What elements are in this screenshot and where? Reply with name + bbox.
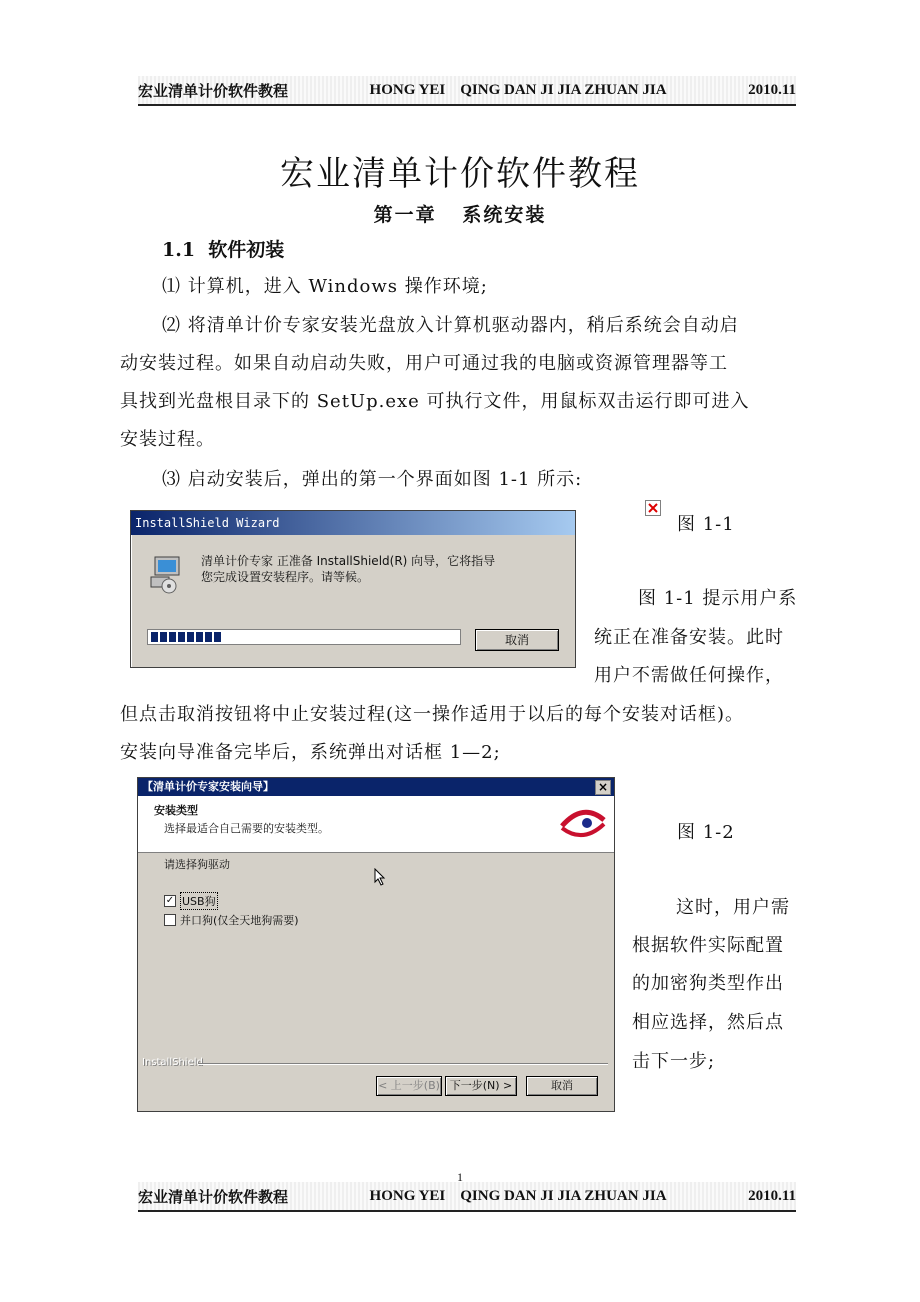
footer-middle: HONG YEI QING DAN JI JIA ZHUAN JIA xyxy=(369,1187,667,1204)
paragraph-4-line-2: 安装向导准备完毕后，系统弹出对话框 1—2; xyxy=(120,742,501,763)
figure-2-caption: 图 1-2 xyxy=(677,822,735,843)
parallel-option[interactable] xyxy=(164,912,299,928)
parallel-option-label: 并口狗(仅全天地狗需要) xyxy=(180,914,299,927)
driver-group-label: 请选择狗驱动 xyxy=(164,858,230,871)
footer-right: 2010.11 xyxy=(748,1187,796,1204)
dialog-message xyxy=(201,553,495,585)
paragraph-1: ⑴ 计算机，进入 Windows 操作环境; xyxy=(162,276,488,297)
progress-block xyxy=(160,632,167,642)
wizard-header-description: 选择最适合自己需要的安装类型。 xyxy=(164,822,329,835)
dialog-message-line-1: 清单计价专家 正准备 InstallShield(R) 向导，它将指导 xyxy=(201,554,496,568)
paragraph-4-line-1: 但点击取消按钮将中止安装过程(这一操作适用于以后的每个安装对话框)。 xyxy=(120,704,745,725)
header-left: 宏业清单计价软件教程 xyxy=(138,83,289,100)
figure-2-side-text-4: 相应选择，然后点 xyxy=(632,1012,784,1033)
figure-1-caption: 图 1-1 xyxy=(677,514,735,535)
progress-block xyxy=(196,632,203,642)
paragraph-2-line-4: 安装过程。 xyxy=(120,429,215,450)
figure-2-side-text-1: 这时，用户需 xyxy=(676,897,790,918)
running-footer xyxy=(138,1182,796,1212)
section-heading: 1.1 软件初装 xyxy=(162,239,285,261)
cancel-button[interactable]: 取消 xyxy=(526,1076,598,1096)
usb-option-label: USB狗 xyxy=(180,892,218,910)
back-button[interactable]: < 上一步(B) xyxy=(376,1076,442,1096)
footer-left: 宏业清单计价软件教程 xyxy=(138,1189,289,1206)
progress-block xyxy=(178,632,185,642)
paragraph-2-line-2: 动安装过程。如果自动启动失败，用户可通过我的电脑或资源管理器等工 xyxy=(120,353,728,374)
figure-2-side-text-2: 根据软件实际配置 xyxy=(632,935,784,956)
cancel-button[interactable]: 取消 xyxy=(475,629,559,651)
progress-block xyxy=(169,632,176,642)
page-number: 1 xyxy=(457,1170,463,1184)
wizard-header-title: 安装类型 xyxy=(154,804,198,817)
paragraph-2-line-1: ⑵ 将清单计价专家安装光盘放入计算机驱动器内，稍后系统会自动启 xyxy=(162,315,739,336)
mouse-cursor-icon xyxy=(374,868,386,886)
header-right: 2010.11 xyxy=(748,81,796,98)
figure-2-side-text-5: 击下一步; xyxy=(632,1051,716,1072)
progress-block xyxy=(151,632,158,642)
usb-option[interactable] xyxy=(164,892,218,910)
document-title: 宏业清单计价软件教程 xyxy=(280,154,640,194)
next-button[interactable]: 下一步(N) > xyxy=(445,1076,517,1096)
figure-1-side-text-1: 图 1-1 提示用户系 xyxy=(638,588,798,609)
progress-block xyxy=(187,632,194,642)
brand-logo-icon xyxy=(558,806,608,840)
parallel-checkbox[interactable] xyxy=(164,914,176,926)
usb-checkbox[interactable]: ✓ xyxy=(165,895,175,906)
dialog-title: 【清单计价专家安装向导】 xyxy=(142,780,274,793)
paragraph-3: ⑶ 启动安装后，弹出的第一个界面如图 1-1 所示: xyxy=(162,469,583,490)
close-icon[interactable]: × xyxy=(595,780,611,795)
paragraph-2-line-3: 具找到光盘根目录下的 SetUp.exe 可执行文件，用鼠标双击运行即可进入 xyxy=(120,391,750,412)
footer-divider xyxy=(198,1063,608,1065)
computer-setup-icon xyxy=(147,555,183,595)
installshield-brand: InstallShield xyxy=(142,1057,203,1068)
figure-1-side-text-2: 统正在准备安装。此时 xyxy=(594,627,784,648)
dialog-message-line-2: 您完成设置安装程序。请等候。 xyxy=(201,570,370,584)
wizard-header xyxy=(138,796,614,853)
dialog-title-bar xyxy=(138,778,614,796)
running-header xyxy=(138,76,796,106)
progress-block xyxy=(214,632,221,642)
header-middle: HONG YEI QING DAN JI JIA ZHUAN JIA xyxy=(369,81,667,98)
broken-image-icon xyxy=(645,500,661,516)
figure-2-side-text-3: 的加密狗类型作出 xyxy=(632,973,784,994)
chapter-heading: 第一章 系统安装 xyxy=(373,204,547,226)
setup-wizard-dialog-figure xyxy=(137,777,615,1112)
dialog-title-bar: InstallShield Wizard xyxy=(131,511,575,535)
installshield-dialog-figure xyxy=(130,510,576,668)
figure-1-side-text-3: 用户不需做任何操作， xyxy=(594,665,784,686)
progress-block xyxy=(205,632,212,642)
progress-bar xyxy=(147,629,461,645)
